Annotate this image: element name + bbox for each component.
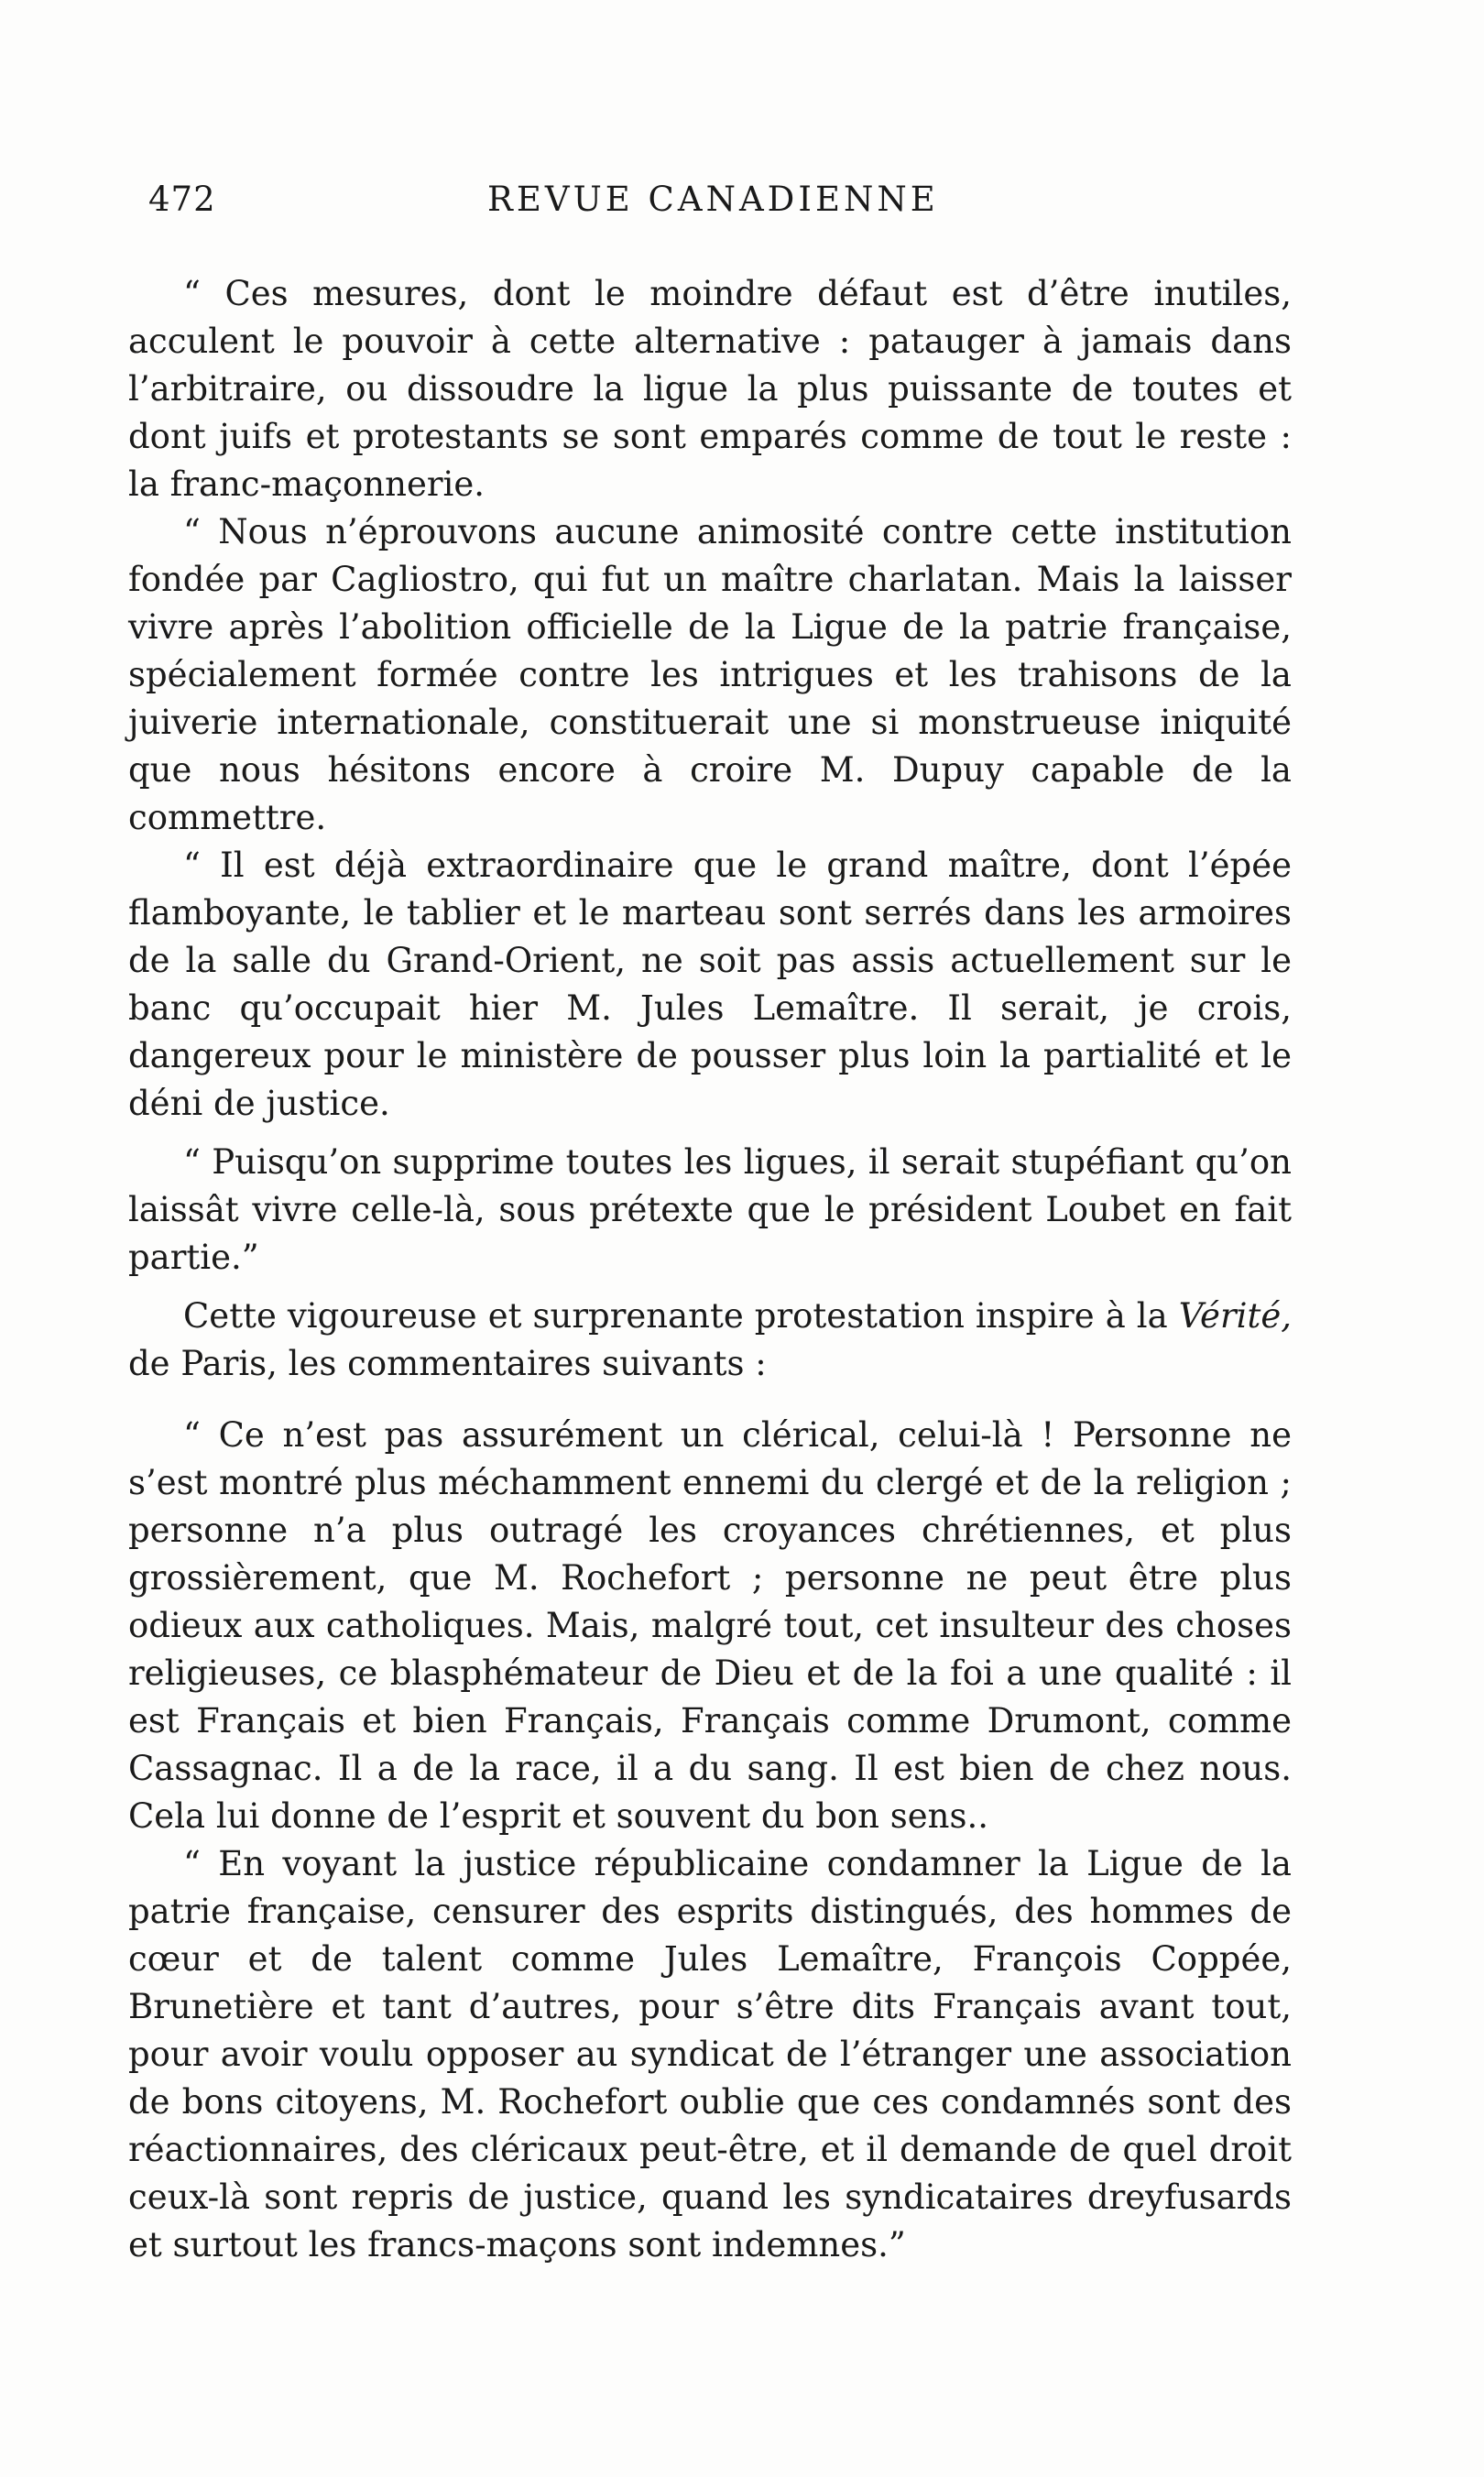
paragraph-2: “ Nous n’éprouvons aucune animosité contre cette institution fondée par Cagliostro, qui fut un maître charlatan. Mais la laisser vivre après l’abolition officielle de la Ligue de la patrie française, spécialement formée contre les intrigues et les trahisons de la juiverie internationale, constituerait une si monstrueuse iniquité que nous hésitons encore à croire M. Dupuy capable de la commettre. xyxy=(128,512,1292,837)
paragraph-7: “ En voyant la justice républicaine condamner la Ligue de la patrie française, censurer des esprits distingués, des hommes de cœur et de talent comme Jules Lemaître, François Coppée, Brunetière et tant d’autres, pour s’être dits Français avant tout, pour avoir voulu opposer au syndicat de l’étranger une association de bons citoyens, M. Rochefort oublie que ces condamnés sont des réactionnaires, des cléricaux peut-être, et il demande de quel droit ceux-là sont repris de justice, quand les syndicataires dreyfusards et surtout les francs-maçons sont indemnes.” xyxy=(128,1844,1292,2264)
paragraph-6: “ Ce n’est pas assurément un clérical, celui-là ! Personne ne s’est montré plus méchamment ennemi du clergé et de la religion ; personne n’a plus outragé les croyances chrétiennes, et plus grossièrement, que M. Rochefort ; personne ne peut être plus odieux aux catholiques. Mais, malgré tout, cet insulteur des choses religieuses, ce blasphémateur de Dieu et de la foi a une qualité : il est Français et bien Français, Français comme Drumont, comme Cassagnac. Il a de la race, il a du sang. Il est bien de chez nous. Cela lui donne de l’esprit et souvent du bon sens.. xyxy=(128,1415,1292,1836)
paragraph-3: “ Il est déjà extraordinaire que le grand maître, dont l’épée flamboyante, le tablier et le marteau sont serrés dans les armoires de la salle du Grand-Orient, ne soit pas assis actuellement sur le banc qu’occupait hier M. Jules Lemaître. Il serait, je crois, dangereux pour le ministère de pousser plus loin la partialité et le déni de justice. xyxy=(128,846,1292,1123)
paragraph-5-text-end: de Paris, les commentaires suivants : xyxy=(128,1344,767,1383)
body-text xyxy=(128,270,1292,2269)
paragraph-5-italic-title: Vérité, xyxy=(1178,1296,1292,1336)
running-title: REVUE CANADIENNE xyxy=(487,180,939,219)
paragraph-5 xyxy=(128,1293,1292,1388)
page-number: 472 xyxy=(148,180,216,219)
paragraph-5-text-start: Cette vigoureuse et surprenante protestation inspire à la xyxy=(183,1296,1179,1336)
paragraph-1: “ Ces mesures, dont le moindre défaut est d’être inutiles, acculent le pouvoir à cette alternative : patauger à jamais dans l’arbitraire, ou dissoudre la ligue la plus puissante de toutes et dont juifs et protestants se sont emparés comme de tout le reste : la franc-maçonnerie. xyxy=(128,274,1292,504)
paragraph-4: “ Puisqu’on supprime toutes les ligues, il serait stupéfiant qu’on laissât vivre celle-là, sous prétexte que le président Loubet en fait partie.” xyxy=(128,1142,1292,1277)
page-header xyxy=(148,180,1293,235)
